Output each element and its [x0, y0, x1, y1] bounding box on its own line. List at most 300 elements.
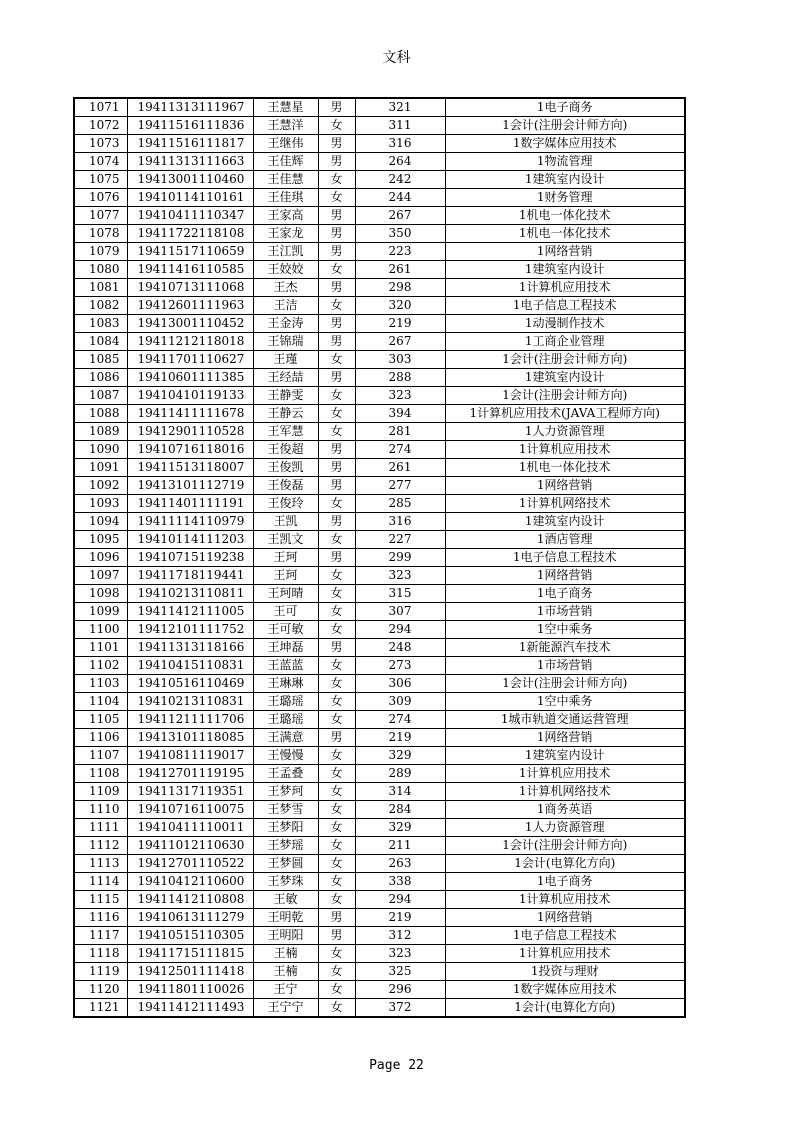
table-row [74, 351, 685, 369]
cell-id: 19411718119441 [127, 567, 253, 585]
table-row [74, 297, 685, 315]
cell-score: 298 [355, 279, 445, 297]
cell-sex: 男 [318, 513, 355, 531]
cell-major: 1机电一体化技术 [445, 225, 685, 243]
cell-name: 王俊超 [253, 441, 318, 459]
cell-score: 273 [355, 657, 445, 675]
cell-name: 王经喆 [253, 369, 318, 387]
cell-no: 1102 [74, 657, 127, 675]
table-row [74, 459, 685, 477]
cell-score: 312 [355, 927, 445, 945]
cell-no: 1108 [74, 765, 127, 783]
cell-no: 1118 [74, 945, 127, 963]
cell-score: 274 [355, 441, 445, 459]
cell-sex: 女 [318, 999, 355, 1018]
cell-name: 王俊磊 [253, 477, 318, 495]
cell-sex: 女 [318, 621, 355, 639]
cell-major: 1计算机应用技术 [445, 945, 685, 963]
cell-id: 19411313111967 [127, 98, 253, 117]
cell-no: 1091 [74, 459, 127, 477]
cell-major: 1网络营销 [445, 567, 685, 585]
cell-no: 1075 [74, 171, 127, 189]
cell-id: 19411401111191 [127, 495, 253, 513]
cell-score: 309 [355, 693, 445, 711]
cell-name: 王梦圆 [253, 855, 318, 873]
cell-sex: 女 [318, 117, 355, 135]
cell-no: 1087 [74, 387, 127, 405]
cell-name: 王洁 [253, 297, 318, 315]
cell-score: 211 [355, 837, 445, 855]
cell-name: 王珂 [253, 549, 318, 567]
cell-sex: 男 [318, 279, 355, 297]
cell-id: 19410716118016 [127, 441, 253, 459]
cell-name: 王梦阳 [253, 819, 318, 837]
cell-id: 19410114111203 [127, 531, 253, 549]
cell-no: 1110 [74, 801, 127, 819]
cell-id: 19410516110469 [127, 675, 253, 693]
table-row [74, 999, 685, 1018]
cell-sex: 女 [318, 423, 355, 441]
cell-sex: 女 [318, 981, 355, 999]
cell-score: 320 [355, 297, 445, 315]
cell-no: 1085 [74, 351, 127, 369]
cell-name: 王静雯 [253, 387, 318, 405]
cell-no: 1092 [74, 477, 127, 495]
cell-major: 1工商企业管理 [445, 333, 685, 351]
cell-sex: 女 [318, 603, 355, 621]
cell-id: 19410515110305 [127, 927, 253, 945]
table-row [74, 117, 685, 135]
cell-score: 325 [355, 963, 445, 981]
table-row [74, 945, 685, 963]
cell-score: 223 [355, 243, 445, 261]
table-row [74, 225, 685, 243]
cell-score: 281 [355, 423, 445, 441]
table-row [74, 513, 685, 531]
cell-name: 王佳琪 [253, 189, 318, 207]
admission-list-table [73, 97, 686, 1018]
cell-name: 王继伟 [253, 135, 318, 153]
cell-no: 1101 [74, 639, 127, 657]
cell-score: 329 [355, 819, 445, 837]
cell-score: 264 [355, 153, 445, 171]
cell-id: 19412601111963 [127, 297, 253, 315]
cell-name: 王明乾 [253, 909, 318, 927]
cell-id: 19411411111678 [127, 405, 253, 423]
cell-name: 王慧星 [253, 98, 318, 117]
cell-major: 1会计(电算化方向) [445, 999, 685, 1018]
cell-name: 王明阳 [253, 927, 318, 945]
table-row [74, 98, 685, 117]
cell-sex: 女 [318, 567, 355, 585]
cell-sex: 男 [318, 333, 355, 351]
cell-name: 王宁 [253, 981, 318, 999]
table-row [74, 189, 685, 207]
cell-name: 王俊玲 [253, 495, 318, 513]
cell-id: 19410601111385 [127, 369, 253, 387]
cell-id: 19411412111005 [127, 603, 253, 621]
table-row [74, 639, 685, 657]
cell-score: 219 [355, 729, 445, 747]
table-row [74, 891, 685, 909]
table-row [74, 369, 685, 387]
cell-id: 19413101118085 [127, 729, 253, 747]
cell-sex: 男 [318, 153, 355, 171]
cell-no: 1071 [74, 98, 127, 117]
cell-name: 王宁宁 [253, 999, 318, 1018]
cell-id: 19410412110600 [127, 873, 253, 891]
cell-major: 1电子信息工程技术 [445, 297, 685, 315]
cell-score: 299 [355, 549, 445, 567]
cell-no: 1095 [74, 531, 127, 549]
cell-id: 19413001110452 [127, 315, 253, 333]
cell-sex: 女 [318, 405, 355, 423]
cell-id: 19412901110528 [127, 423, 253, 441]
cell-score: 242 [355, 171, 445, 189]
table-row [74, 279, 685, 297]
cell-sex: 男 [318, 477, 355, 495]
cell-name: 王凯 [253, 513, 318, 531]
cell-major: 1财务管理 [445, 189, 685, 207]
cell-id: 19412701110522 [127, 855, 253, 873]
table-row [74, 135, 685, 153]
cell-score: 244 [355, 189, 445, 207]
cell-no: 1081 [74, 279, 127, 297]
cell-major: 1建筑室内设计 [445, 747, 685, 765]
cell-name: 王敏 [253, 891, 318, 909]
cell-score: 311 [355, 117, 445, 135]
cell-score: 263 [355, 855, 445, 873]
cell-sex: 女 [318, 189, 355, 207]
cell-no: 1084 [74, 333, 127, 351]
cell-name: 王俊凯 [253, 459, 318, 477]
cell-id: 19411211111706 [127, 711, 253, 729]
cell-name: 王姣姣 [253, 261, 318, 279]
cell-no: 1109 [74, 783, 127, 801]
cell-id: 19411715111815 [127, 945, 253, 963]
cell-score: 316 [355, 135, 445, 153]
cell-major: 1动漫制作技术 [445, 315, 685, 333]
cell-sex: 女 [318, 783, 355, 801]
cell-score: 307 [355, 603, 445, 621]
cell-sex: 男 [318, 639, 355, 657]
cell-score: 296 [355, 981, 445, 999]
cell-id: 19411012110630 [127, 837, 253, 855]
table-row [74, 567, 685, 585]
cell-score: 338 [355, 873, 445, 891]
cell-name: 王梦雪 [253, 801, 318, 819]
cell-name: 王蓝蓝 [253, 657, 318, 675]
cell-id: 19411517110659 [127, 243, 253, 261]
cell-id: 19411516111817 [127, 135, 253, 153]
cell-score: 261 [355, 261, 445, 279]
cell-id: 19410411110011 [127, 819, 253, 837]
cell-no: 1117 [74, 927, 127, 945]
cell-id: 19410715119238 [127, 549, 253, 567]
cell-sex: 男 [318, 459, 355, 477]
cell-score: 329 [355, 747, 445, 765]
cell-name: 王静云 [253, 405, 318, 423]
cell-major: 1空中乘务 [445, 621, 685, 639]
cell-id: 19410213110831 [127, 693, 253, 711]
table-row [74, 495, 685, 513]
cell-major: 1空中乘务 [445, 693, 685, 711]
cell-sex: 男 [318, 135, 355, 153]
page-header-title: 文科 [382, 50, 411, 66]
cell-id: 19410114110161 [127, 189, 253, 207]
cell-major: 1人力资源管理 [445, 819, 685, 837]
cell-id: 19412101111752 [127, 621, 253, 639]
table-row [74, 873, 685, 891]
table-row [74, 765, 685, 783]
cell-id: 19411114110979 [127, 513, 253, 531]
cell-name: 王杰 [253, 279, 318, 297]
table-row [74, 711, 685, 729]
cell-sex: 男 [318, 549, 355, 567]
cell-major: 1投资与理财 [445, 963, 685, 981]
cell-major: 1商务英语 [445, 801, 685, 819]
cell-major: 1网络营销 [445, 909, 685, 927]
cell-id: 19410411110347 [127, 207, 253, 225]
cell-major: 1计算机应用技术(JAVA工程师方向) [445, 405, 685, 423]
table-row [74, 693, 685, 711]
cell-no: 1112 [74, 837, 127, 855]
cell-no: 1111 [74, 819, 127, 837]
cell-name: 王梦瑶 [253, 837, 318, 855]
cell-sex: 女 [318, 711, 355, 729]
cell-no: 1115 [74, 891, 127, 909]
cell-score: 306 [355, 675, 445, 693]
cell-no: 1072 [74, 117, 127, 135]
cell-no: 1086 [74, 369, 127, 387]
cell-major: 1机电一体化技术 [445, 459, 685, 477]
table-row [74, 477, 685, 495]
cell-score: 303 [355, 351, 445, 369]
cell-no: 1094 [74, 513, 127, 531]
cell-no: 1077 [74, 207, 127, 225]
cell-score: 285 [355, 495, 445, 513]
cell-score: 289 [355, 765, 445, 783]
cell-name: 王慢慢 [253, 747, 318, 765]
cell-score: 294 [355, 891, 445, 909]
cell-no: 1073 [74, 135, 127, 153]
cell-no: 1080 [74, 261, 127, 279]
cell-name: 王孟叠 [253, 765, 318, 783]
cell-sex: 女 [318, 495, 355, 513]
cell-sex: 女 [318, 837, 355, 855]
table-row [74, 315, 685, 333]
cell-major: 1数字媒体应用技术 [445, 135, 685, 153]
cell-id: 19411313118166 [127, 639, 253, 657]
table-row [74, 441, 685, 459]
cell-score: 372 [355, 999, 445, 1018]
cell-sex: 女 [318, 657, 355, 675]
cell-no: 1104 [74, 693, 127, 711]
table-row [74, 549, 685, 567]
table-row [74, 531, 685, 549]
cell-no: 1116 [74, 909, 127, 927]
cell-name: 王琳琳 [253, 675, 318, 693]
cell-no: 1103 [74, 675, 127, 693]
cell-sex: 男 [318, 927, 355, 945]
cell-no: 1082 [74, 297, 127, 315]
cell-score: 288 [355, 369, 445, 387]
cell-no: 1088 [74, 405, 127, 423]
cell-no: 1106 [74, 729, 127, 747]
cell-major: 1网络营销 [445, 477, 685, 495]
cell-id: 19411701110627 [127, 351, 253, 369]
cell-score: 314 [355, 783, 445, 801]
cell-sex: 女 [318, 387, 355, 405]
table-row [74, 675, 685, 693]
cell-major: 1计算机应用技术 [445, 279, 685, 297]
cell-sex: 女 [318, 675, 355, 693]
cell-name: 王坤磊 [253, 639, 318, 657]
cell-sex: 女 [318, 747, 355, 765]
cell-sex: 女 [318, 261, 355, 279]
table-row [74, 423, 685, 441]
cell-score: 261 [355, 459, 445, 477]
cell-major: 1会计(注册会计师方向) [445, 675, 685, 693]
cell-major: 1会计(电算化方向) [445, 855, 685, 873]
cell-id: 19410713111068 [127, 279, 253, 297]
cell-sex: 男 [318, 225, 355, 243]
table-row [74, 171, 685, 189]
cell-id: 19411317119351 [127, 783, 253, 801]
table-row [74, 657, 685, 675]
cell-score: 394 [355, 405, 445, 423]
cell-sex: 男 [318, 207, 355, 225]
cell-name: 王瑾 [253, 351, 318, 369]
cell-id: 19410415110831 [127, 657, 253, 675]
table-row [74, 405, 685, 423]
cell-id: 19411516111836 [127, 117, 253, 135]
table-row [74, 981, 685, 999]
cell-sex: 女 [318, 585, 355, 603]
cell-major: 1计算机网络技术 [445, 783, 685, 801]
cell-sex: 男 [318, 729, 355, 747]
cell-id: 19413101112719 [127, 477, 253, 495]
cell-sex: 女 [318, 693, 355, 711]
cell-no: 1097 [74, 567, 127, 585]
cell-major: 1电子商务 [445, 98, 685, 117]
cell-name: 王璐瑶 [253, 693, 318, 711]
cell-id: 19411801110026 [127, 981, 253, 999]
cell-no: 1119 [74, 963, 127, 981]
cell-sex: 男 [318, 909, 355, 927]
cell-score: 219 [355, 315, 445, 333]
cell-id: 19411412111493 [127, 999, 253, 1018]
cell-name: 王璐瑶 [253, 711, 318, 729]
cell-name: 王军慧 [253, 423, 318, 441]
cell-score: 323 [355, 567, 445, 585]
cell-sex: 女 [318, 531, 355, 549]
cell-no: 1089 [74, 423, 127, 441]
cell-name: 王佳慧 [253, 171, 318, 189]
cell-name: 王慧洋 [253, 117, 318, 135]
cell-name: 王家龙 [253, 225, 318, 243]
cell-sex: 男 [318, 243, 355, 261]
cell-id: 19411212118018 [127, 333, 253, 351]
cell-no: 1113 [74, 855, 127, 873]
cell-major: 1会计(注册会计师方向) [445, 351, 685, 369]
cell-no: 1078 [74, 225, 127, 243]
cell-sex: 女 [318, 873, 355, 891]
cell-no: 1090 [74, 441, 127, 459]
cell-major: 1网络营销 [445, 729, 685, 747]
cell-major: 1网络营销 [445, 243, 685, 261]
cell-major: 1计算机应用技术 [445, 765, 685, 783]
page-number: Page 22 [369, 1058, 424, 1073]
table-row [74, 207, 685, 225]
cell-sex: 女 [318, 963, 355, 981]
cell-id: 19411416110585 [127, 261, 253, 279]
cell-score: 219 [355, 909, 445, 927]
cell-score: 267 [355, 333, 445, 351]
cell-name: 王江凯 [253, 243, 318, 261]
table-row [74, 585, 685, 603]
cell-score: 284 [355, 801, 445, 819]
cell-no: 1114 [74, 873, 127, 891]
cell-score: 248 [355, 639, 445, 657]
cell-major: 1计算机应用技术 [445, 891, 685, 909]
cell-major: 1电子商务 [445, 873, 685, 891]
cell-no: 1099 [74, 603, 127, 621]
cell-major: 1酒店管理 [445, 531, 685, 549]
table-row [74, 855, 685, 873]
table-row [74, 603, 685, 621]
cell-no: 1105 [74, 711, 127, 729]
cell-score: 323 [355, 387, 445, 405]
cell-major: 1人力资源管理 [445, 423, 685, 441]
cell-score: 227 [355, 531, 445, 549]
cell-score: 323 [355, 945, 445, 963]
cell-score: 294 [355, 621, 445, 639]
cell-no: 1107 [74, 747, 127, 765]
cell-name: 王楠 [253, 963, 318, 981]
cell-major: 1电子商务 [445, 585, 685, 603]
cell-name: 王珂晴 [253, 585, 318, 603]
cell-score: 315 [355, 585, 445, 603]
cell-name: 王可敏 [253, 621, 318, 639]
table-row [74, 837, 685, 855]
cell-major: 1新能源汽车技术 [445, 639, 685, 657]
cell-score: 350 [355, 225, 445, 243]
cell-name: 王可 [253, 603, 318, 621]
cell-score: 267 [355, 207, 445, 225]
cell-name: 王锦瑞 [253, 333, 318, 351]
cell-major: 1物流管理 [445, 153, 685, 171]
table-row [74, 243, 685, 261]
cell-name: 王凯文 [253, 531, 318, 549]
cell-sex: 女 [318, 171, 355, 189]
cell-no: 1120 [74, 981, 127, 999]
cell-id: 19410716110075 [127, 801, 253, 819]
cell-sex: 女 [318, 351, 355, 369]
cell-major: 1计算机网络技术 [445, 495, 685, 513]
cell-no: 1098 [74, 585, 127, 603]
cell-score: 274 [355, 711, 445, 729]
cell-id: 19410811119017 [127, 747, 253, 765]
cell-major: 1数字媒体应用技术 [445, 981, 685, 999]
cell-no: 1083 [74, 315, 127, 333]
cell-major: 1建筑室内设计 [445, 513, 685, 531]
cell-no: 1093 [74, 495, 127, 513]
cell-major: 1机电一体化技术 [445, 207, 685, 225]
table-row [74, 729, 685, 747]
cell-sex: 男 [318, 441, 355, 459]
table-row [74, 819, 685, 837]
